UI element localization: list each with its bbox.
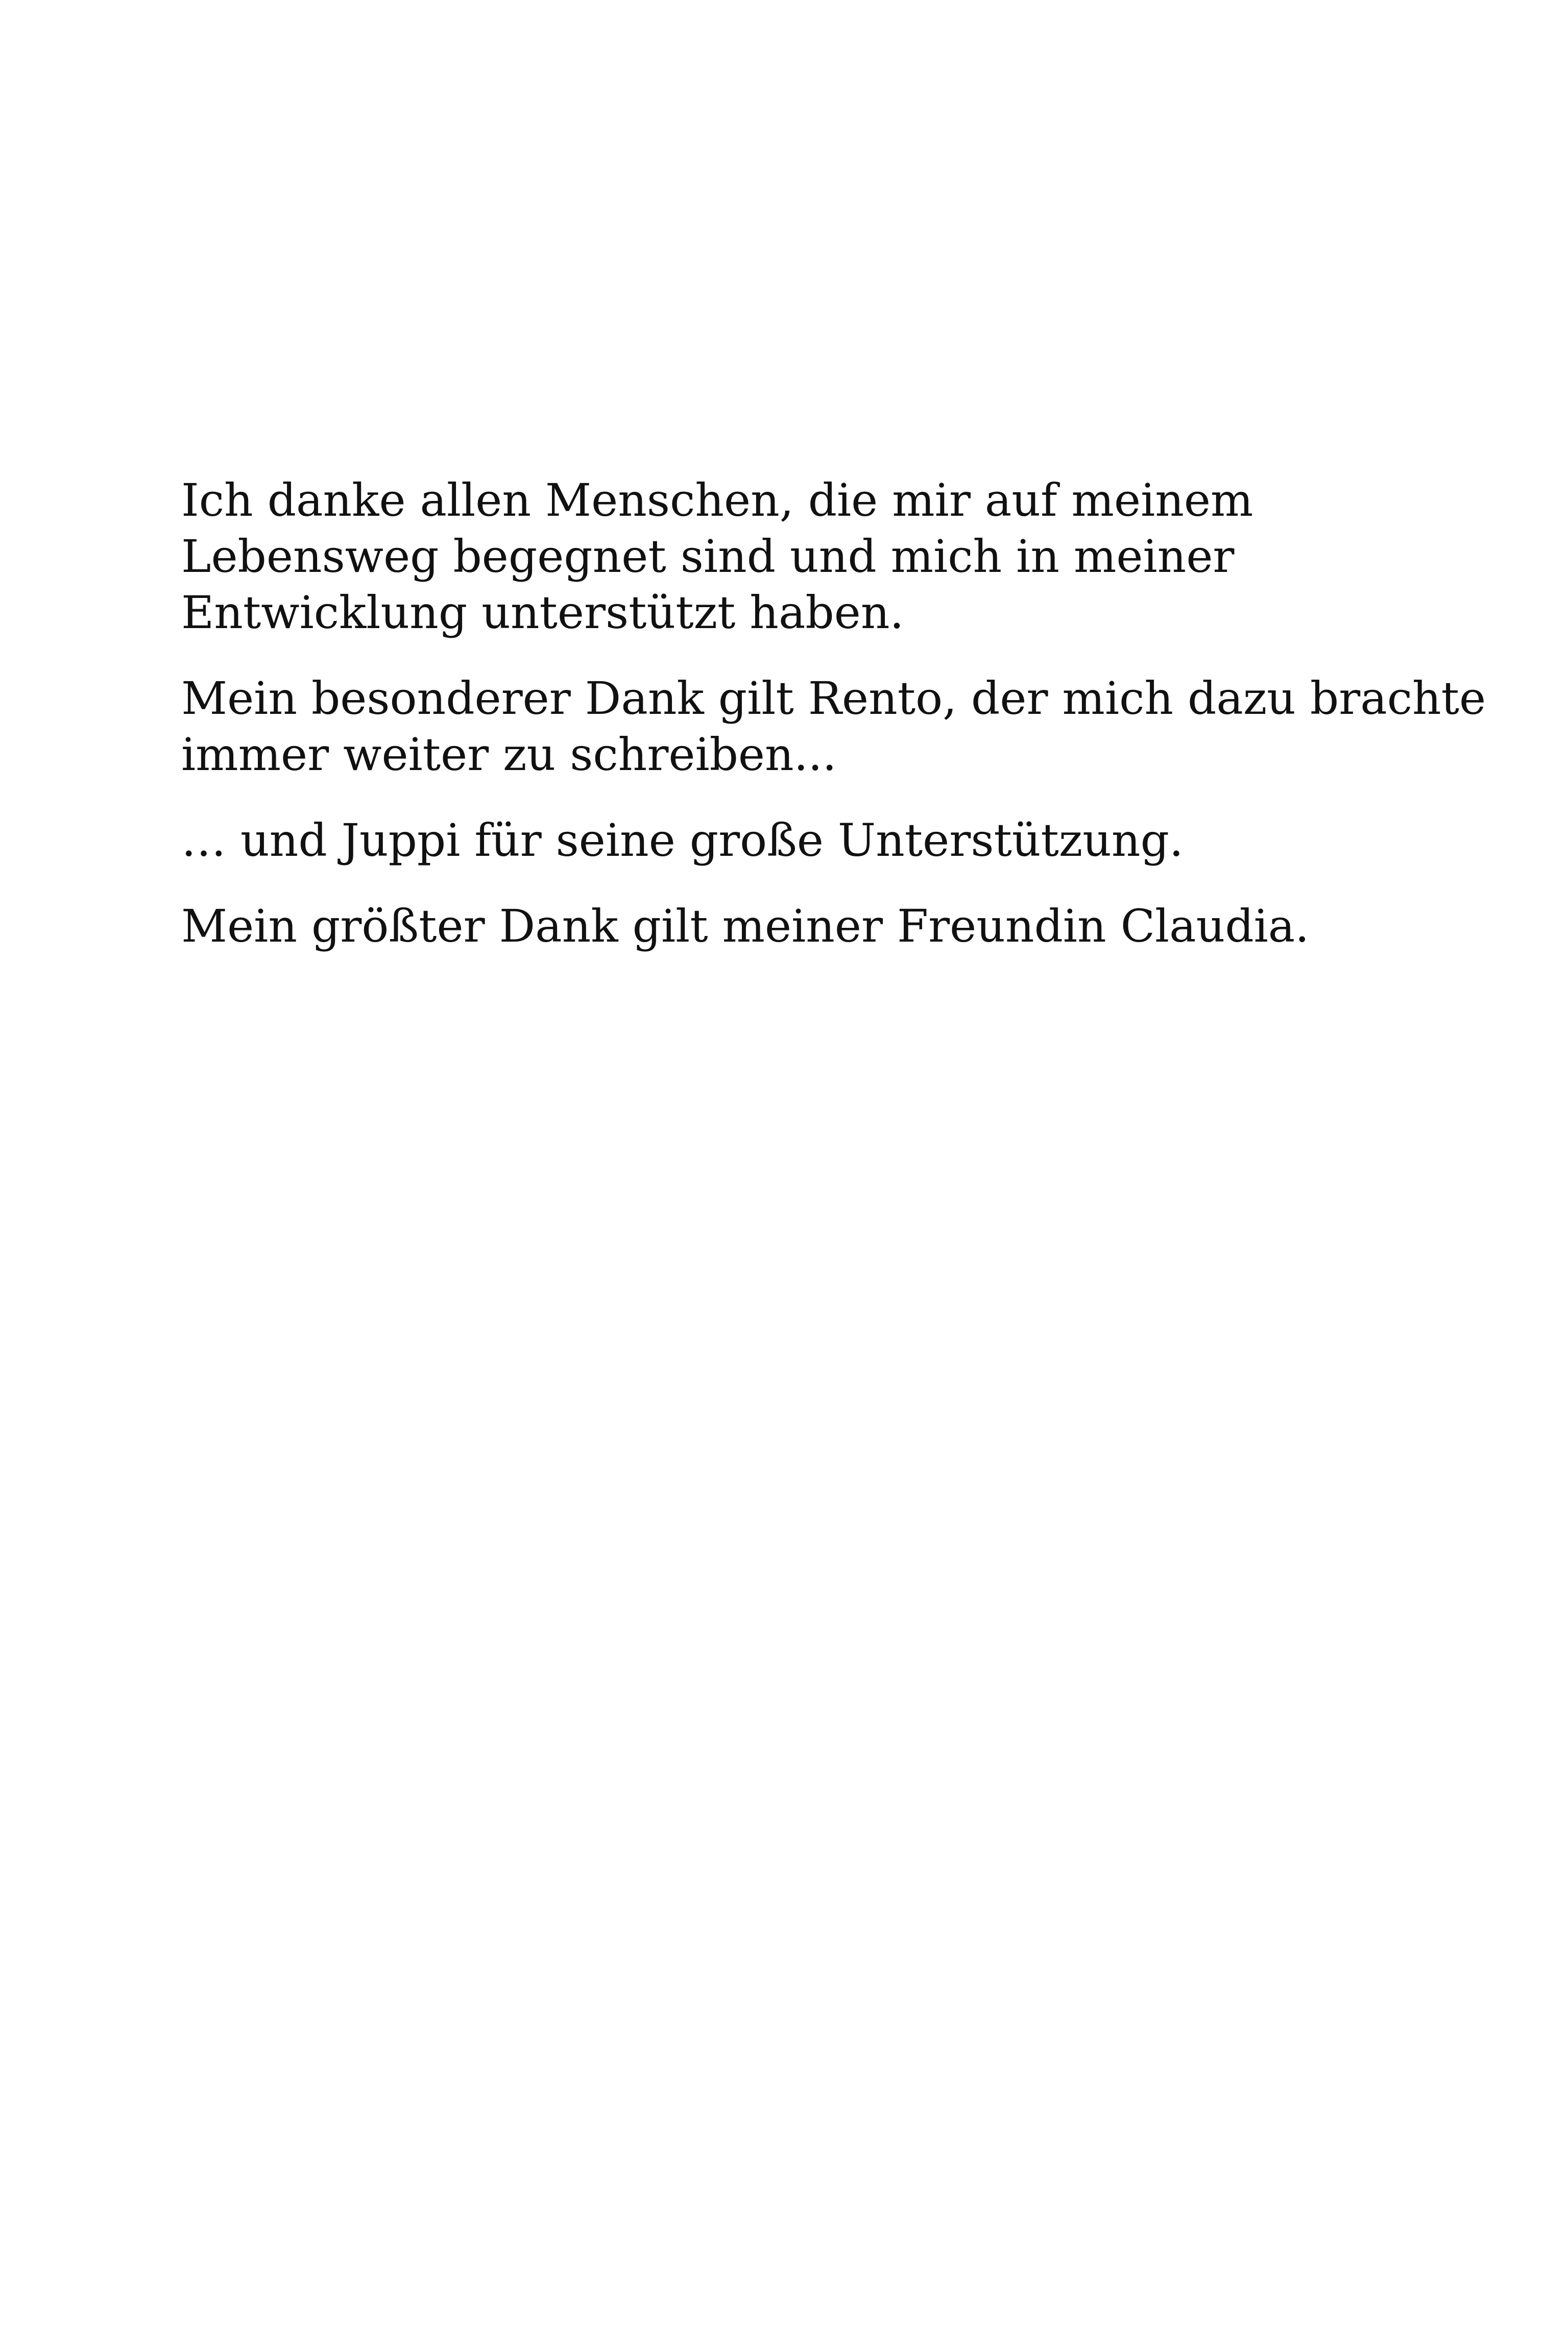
text-line: Lebensweg begegnet sind und mich in meiner	[181, 530, 1235, 583]
text-line: Ich danke allen Menschen, die mir auf meinem	[181, 474, 1253, 526]
paragraph-thanks-claudia	[181, 898, 1407, 954]
paragraph-thanks-rento	[181, 670, 1486, 783]
text-line: … und Juppi für seine große Unterstützung.	[181, 814, 1184, 867]
paragraph-thanks-everyone	[181, 472, 1407, 641]
text-line: Mein größter Dank gilt meiner Freundin Claudia.	[181, 900, 1310, 952]
paragraph-thanks-juppi	[181, 812, 1407, 869]
text-line: Mein besonderer Dank gilt Rento, der mich dazu brachte	[181, 672, 1486, 725]
acknowledgement-text	[181, 472, 1486, 984]
text-line: immer weiter zu schreiben...	[181, 728, 837, 781]
text-line: Entwicklung unterstützt haben.	[181, 586, 904, 639]
